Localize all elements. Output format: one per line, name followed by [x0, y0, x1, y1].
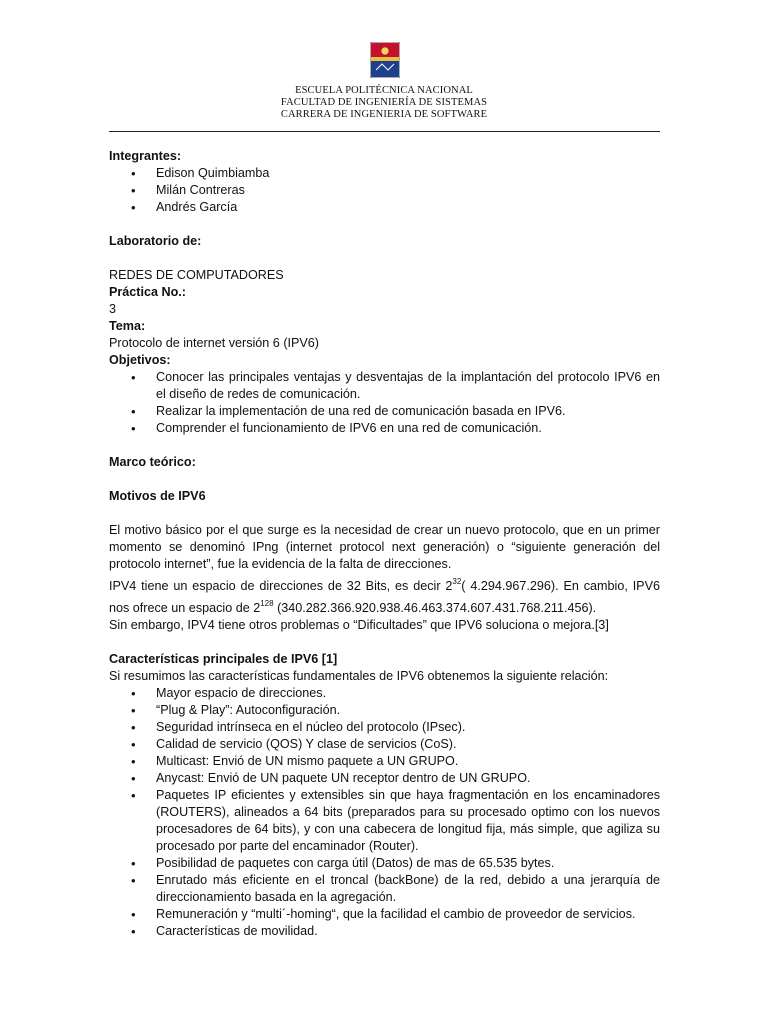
practica-label: Práctica No.: [109, 285, 186, 299]
motivos-paragraph-1: El motivo básico por el que surge es la necesidad de crear un nuevo protocolo, que en un primer momento se denominó IPng (internet protocol next generación) o “siguiente generación del protocolo internet”, fue la evidencia de la falta de direcciones. [109, 523, 660, 571]
integrantes-label: Integrantes: [109, 149, 182, 163]
feature-item: • Enrutado más eficiente en el troncal (backBone) de la red, debido a una jerarquía de direccionamiento basada en la agregación. [109, 872, 660, 906]
document-body [109, 148, 660, 940]
lab-value: REDES DE COMPUTADORES [109, 268, 284, 282]
exponent-32: 32 [452, 577, 462, 586]
feature-item: • Calidad de servicio (QOS) Y clase de servicios (CoS). [109, 736, 660, 753]
features-list [109, 685, 660, 940]
tema-label: Tema: [109, 319, 146, 333]
objetivos-label: Objetivos: [109, 353, 171, 367]
feature-item: • Mayor espacio de direcciones. [109, 685, 660, 702]
feature-item: • Anycast: Envió de UN paquete UN receptor dentro de UN GRUPO. [109, 770, 660, 787]
feature-item: • Multicast: Envió de UN mismo paquete a UN GRUPO. [109, 753, 660, 770]
tema-value: Protocolo de internet versión 6 (IPV6) [109, 336, 320, 350]
feature-item: • Características de movilidad. [109, 923, 660, 940]
members-list [109, 165, 660, 216]
header-university: ESCUELA POLITÉCNICA NACIONAL [295, 85, 473, 96]
motivos-p2-text-c: (340.282.366.920.938.46.463.374.607.431.768.211.456). [273, 601, 597, 615]
objective-item: • Comprender el funcionamiento de IPV6 en una red de comunicación. [109, 420, 660, 437]
header-divider [109, 131, 660, 132]
caracteristicas-intro: Si resumimos las características fundamentales de IPV6 obtenemos la siguiente relación: [109, 669, 609, 683]
caracteristicas-title: Características principales de IPV6 [1] [109, 652, 338, 666]
objectives-list [109, 369, 660, 437]
member-item: • Andrés García [109, 199, 660, 216]
member-item: • Milán Contreras [109, 182, 660, 199]
feature-item: • Paquetes IP eficientes y extensibles sin que haya fragmentación en los encaminadores (ROUTERS), alineados a 64 bits (preparados para su procesado optimo con los nuevos procesadores de 64 bits), y con una cabecera de longitud fija, más simple, que agiliza su procesado por parte del encaminador (Router). [109, 787, 660, 855]
feature-item: • Remuneración y “multi´-homing“, que la facilidad el cambio de proveedor de servicios. [109, 906, 660, 923]
feature-item: • “Plug & Play”: Autoconfiguración. [109, 702, 660, 719]
header-faculty: FACULTAD DE INGENIERÍA DE SISTEMAS [280, 97, 488, 108]
exponent-128: 128 [260, 599, 274, 608]
motivos-p2-text-b: ( 4.294.967.296). En cambio, IPV6 nos ofrece un espacio de 2 [109, 579, 660, 615]
lab-label: Laboratorio de: [109, 234, 202, 248]
feature-item: • Seguridad intrínseca en el núcleo del protocolo (IPsec). [109, 719, 660, 736]
motivos-p2-text-a: IPV4 tiene un espacio de direcciones de 32 Bits, es decir 2 [109, 579, 453, 593]
header-career: CARRERA DE INGENIERIA DE SOFTWARE [280, 109, 488, 120]
practica-value: 3 [109, 302, 117, 316]
institution-seal-icon [370, 42, 400, 78]
motivos-paragraph-3: Sin embargo, IPV4 tiene otros problemas o “Dificultades” que IPV6 soluciona o mejora.[3] [109, 618, 609, 632]
marco-label: Marco teórico: [109, 455, 196, 469]
feature-item: • Posibilidad de paquetes con carga útil (Datos) de mas de 65.535 bytes. [109, 855, 660, 872]
objective-item: • Realizar la implementación de una red de comunicación basada en IPV6. [109, 403, 660, 420]
objective-item: • Conocer las principales ventajas y desventajas de la implantación del protocolo IPV6 en el diseño de redes de comunicación. [109, 369, 660, 403]
member-item: • Edison Quimbiamba [109, 165, 660, 182]
motivos-paragraph-2 [109, 573, 660, 617]
motivos-title: Motivos de IPV6 [109, 489, 206, 503]
